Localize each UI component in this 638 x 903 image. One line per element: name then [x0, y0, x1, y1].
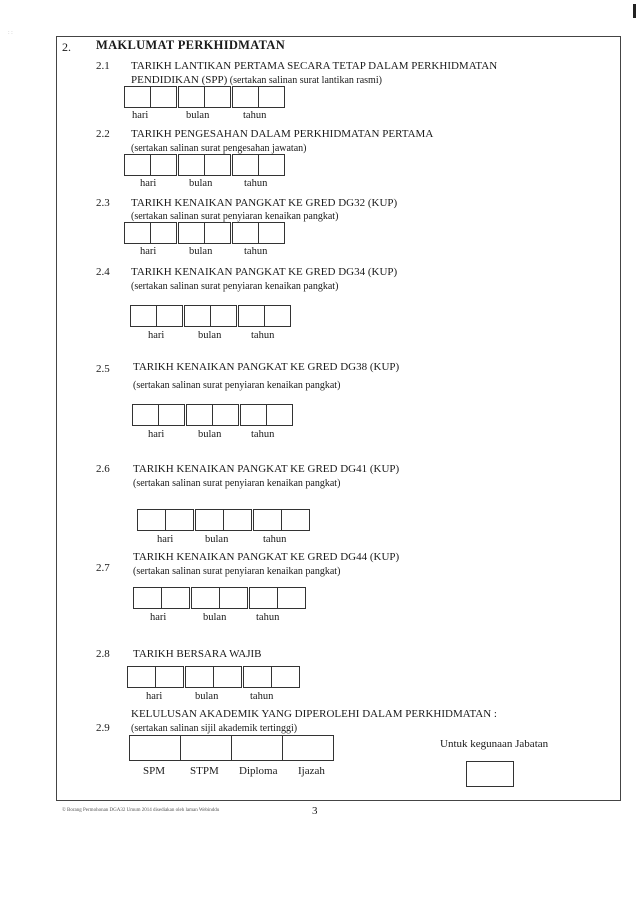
item-number: 2.3 [96, 197, 110, 209]
stpm-checkbox[interactable] [180, 735, 232, 761]
year-digit-1[interactable] [243, 666, 272, 688]
day-digit-1[interactable] [127, 666, 156, 688]
month-label: bulan [203, 612, 227, 623]
year-label: tahun [250, 691, 274, 702]
month-digit-1[interactable] [178, 222, 205, 244]
date-boxes-2-1 [124, 86, 285, 108]
qualification-label: Ijazah [298, 765, 325, 777]
item-title: TARIKH KENAIKAN PANGKAT KE GRED DG38 (KUP) [133, 361, 400, 373]
month-digit-1[interactable] [185, 666, 214, 688]
year-digit-1[interactable] [232, 222, 259, 244]
year-label: tahun [251, 330, 275, 341]
section-title: MAKLUMAT PERKHIDMATAN [96, 38, 286, 52]
year-digit-1[interactable] [232, 86, 259, 108]
month-digit-2[interactable] [210, 305, 237, 327]
month-label: bulan [189, 246, 213, 257]
month-digit-1[interactable] [178, 86, 205, 108]
month-digit-1[interactable] [186, 404, 213, 426]
year-digit-2[interactable] [258, 86, 285, 108]
item-note: (sertakan salinan surat penyiaran kenaikan pangkat) [131, 211, 339, 222]
date-boxes-2-5 [132, 404, 293, 426]
year-digit-1[interactable] [253, 509, 282, 531]
item-note: (sertakan salinan surat penyiaran kenaikan pangkat) [131, 281, 339, 292]
spp-checkbox[interactable] [129, 735, 181, 761]
date-boxes-2-8 [127, 666, 300, 688]
office-use-box[interactable] [466, 761, 514, 787]
day-digit-1[interactable] [130, 305, 157, 327]
year-label: tahun [251, 429, 275, 440]
day-digit-2[interactable] [150, 222, 177, 244]
year-digit-2[interactable] [258, 154, 285, 176]
month-digit-2[interactable] [204, 86, 231, 108]
item-title: TARIKH LANTIKAN PERTAMA SECARA TETAP DALAM PERKHIDMATAN [131, 60, 498, 72]
item-number: 2.1 [96, 60, 110, 72]
day-digit-1[interactable] [132, 404, 159, 426]
month-label: bulan [198, 429, 222, 440]
year-digit-2[interactable] [281, 509, 310, 531]
date-boxes-2-6 [137, 509, 310, 531]
item-title: KELULUSAN AKADEMIK YANG DIPEROLEHI DALAM PERKHIDMATAN : [131, 708, 497, 720]
section-number: 2. [62, 40, 71, 54]
item-note: (sertakan salinan sijil akademik tertinggi) [131, 723, 298, 734]
footer-text: © Borang Permohonan DGA32 Umum 2014 disediakan oleh laman Webinddu [62, 808, 220, 813]
day-digit-2[interactable] [158, 404, 185, 426]
item-note: (sertakan salinan surat lantikan rasmi) [227, 75, 382, 86]
day-label: hari [132, 110, 149, 121]
month-label: bulan [198, 330, 222, 341]
item-title: TARIKH PENGESAHAN DALAM PERKHIDMATAN PERTAMA [131, 128, 434, 140]
item-title: TARIKH KENAIKAN PANGKAT KE GRED DG41 (KUP) [133, 463, 400, 475]
item-number: 2.7 [96, 562, 110, 574]
month-digit-1[interactable] [184, 305, 211, 327]
day-digit-2[interactable] [155, 666, 184, 688]
date-boxes-2-3 [124, 222, 285, 244]
year-digit-2[interactable] [266, 404, 293, 426]
day-digit-1[interactable] [133, 587, 162, 609]
item-title: TARIKH KENAIKAN PANGKAT KE GRED DG44 (KUP) [133, 551, 400, 563]
item-title-line2 [131, 74, 382, 86]
ijazah-checkbox[interactable] [282, 735, 334, 761]
year-digit-2[interactable] [277, 587, 306, 609]
diploma-checkbox[interactable] [231, 735, 283, 761]
day-label: hari [140, 178, 157, 189]
item-title: TARIKH KENAIKAN PANGKAT KE GRED DG34 (KUP) [131, 266, 398, 278]
office-use-label: Untuk kegunaan Jabatan [440, 738, 549, 750]
month-digit-2[interactable] [223, 509, 252, 531]
item-note: (sertakan salinan surat penyiaran kenaikan pangkat) [133, 478, 341, 489]
year-label: tahun [243, 110, 267, 121]
day-label: hari [148, 330, 165, 341]
month-digit-1[interactable] [195, 509, 224, 531]
month-digit-2[interactable] [212, 404, 239, 426]
item-title: TARIKH KENAIKAN PANGKAT KE GRED DG32 (KUP) [131, 197, 398, 209]
year-label: tahun [244, 178, 268, 189]
qualification-label: Diploma [239, 765, 278, 777]
day-digit-2[interactable] [156, 305, 183, 327]
year-digit-2[interactable] [258, 222, 285, 244]
year-digit-1[interactable] [249, 587, 278, 609]
day-digit-1[interactable] [124, 86, 151, 108]
item-title-spp: PENDIDIKAN (SPP) [131, 74, 228, 86]
year-digit-1[interactable] [240, 404, 267, 426]
month-label: bulan [186, 110, 210, 121]
item-number: 2.2 [96, 128, 110, 140]
month-label: bulan [205, 534, 229, 545]
item-number: 2.4 [96, 266, 110, 278]
item-number: 2.6 [96, 463, 110, 475]
month-label: bulan [189, 178, 213, 189]
year-digit-1[interactable] [232, 154, 259, 176]
month-digit-1[interactable] [178, 154, 205, 176]
year-label: tahun [256, 612, 280, 623]
day-label: hari [157, 534, 174, 545]
item-note: (sertakan salinan surat pengesahan jawatan) [131, 143, 307, 154]
month-digit-2[interactable] [204, 154, 231, 176]
qualification-label: SPM [143, 765, 166, 777]
day-digit-2[interactable] [165, 509, 194, 531]
year-label: tahun [263, 534, 287, 545]
month-digit-1[interactable] [191, 587, 220, 609]
scan-edge-mark [633, 4, 636, 18]
item-number: 2.5 [96, 363, 110, 375]
month-digit-2[interactable] [213, 666, 242, 688]
month-label: bulan [195, 691, 219, 702]
day-digit-2[interactable] [150, 154, 177, 176]
year-digit-1[interactable] [238, 305, 265, 327]
day-digit-1[interactable] [124, 154, 151, 176]
date-boxes-2-2 [124, 154, 285, 176]
qualification-boxes [129, 735, 334, 761]
year-digit-2[interactable] [271, 666, 300, 688]
day-label: hari [150, 612, 167, 623]
day-digit-1[interactable] [137, 509, 166, 531]
item-note: (sertakan salinan surat penyiaran kenaikan pangkat) [133, 380, 341, 391]
item-note: (sertakan salinan surat penyiaran kenaikan pangkat) [133, 566, 341, 577]
item-title: TARIKH BERSARA WAJIB [133, 648, 262, 660]
day-label: hari [148, 429, 165, 440]
day-digit-1[interactable] [124, 222, 151, 244]
year-label: tahun [244, 246, 268, 257]
day-label: hari [146, 691, 163, 702]
qualification-label: STPM [190, 765, 219, 777]
scan-noise: : : [8, 30, 13, 36]
date-boxes-2-4 [130, 305, 291, 327]
month-digit-2[interactable] [204, 222, 231, 244]
item-number: 2.8 [96, 648, 110, 660]
day-label: hari [140, 246, 157, 257]
date-boxes-2-7 [133, 587, 306, 609]
day-digit-2[interactable] [161, 587, 190, 609]
month-digit-2[interactable] [219, 587, 248, 609]
page-number: 3 [312, 805, 318, 817]
day-digit-2[interactable] [150, 86, 177, 108]
item-number: 2.9 [96, 722, 110, 734]
year-digit-2[interactable] [264, 305, 291, 327]
